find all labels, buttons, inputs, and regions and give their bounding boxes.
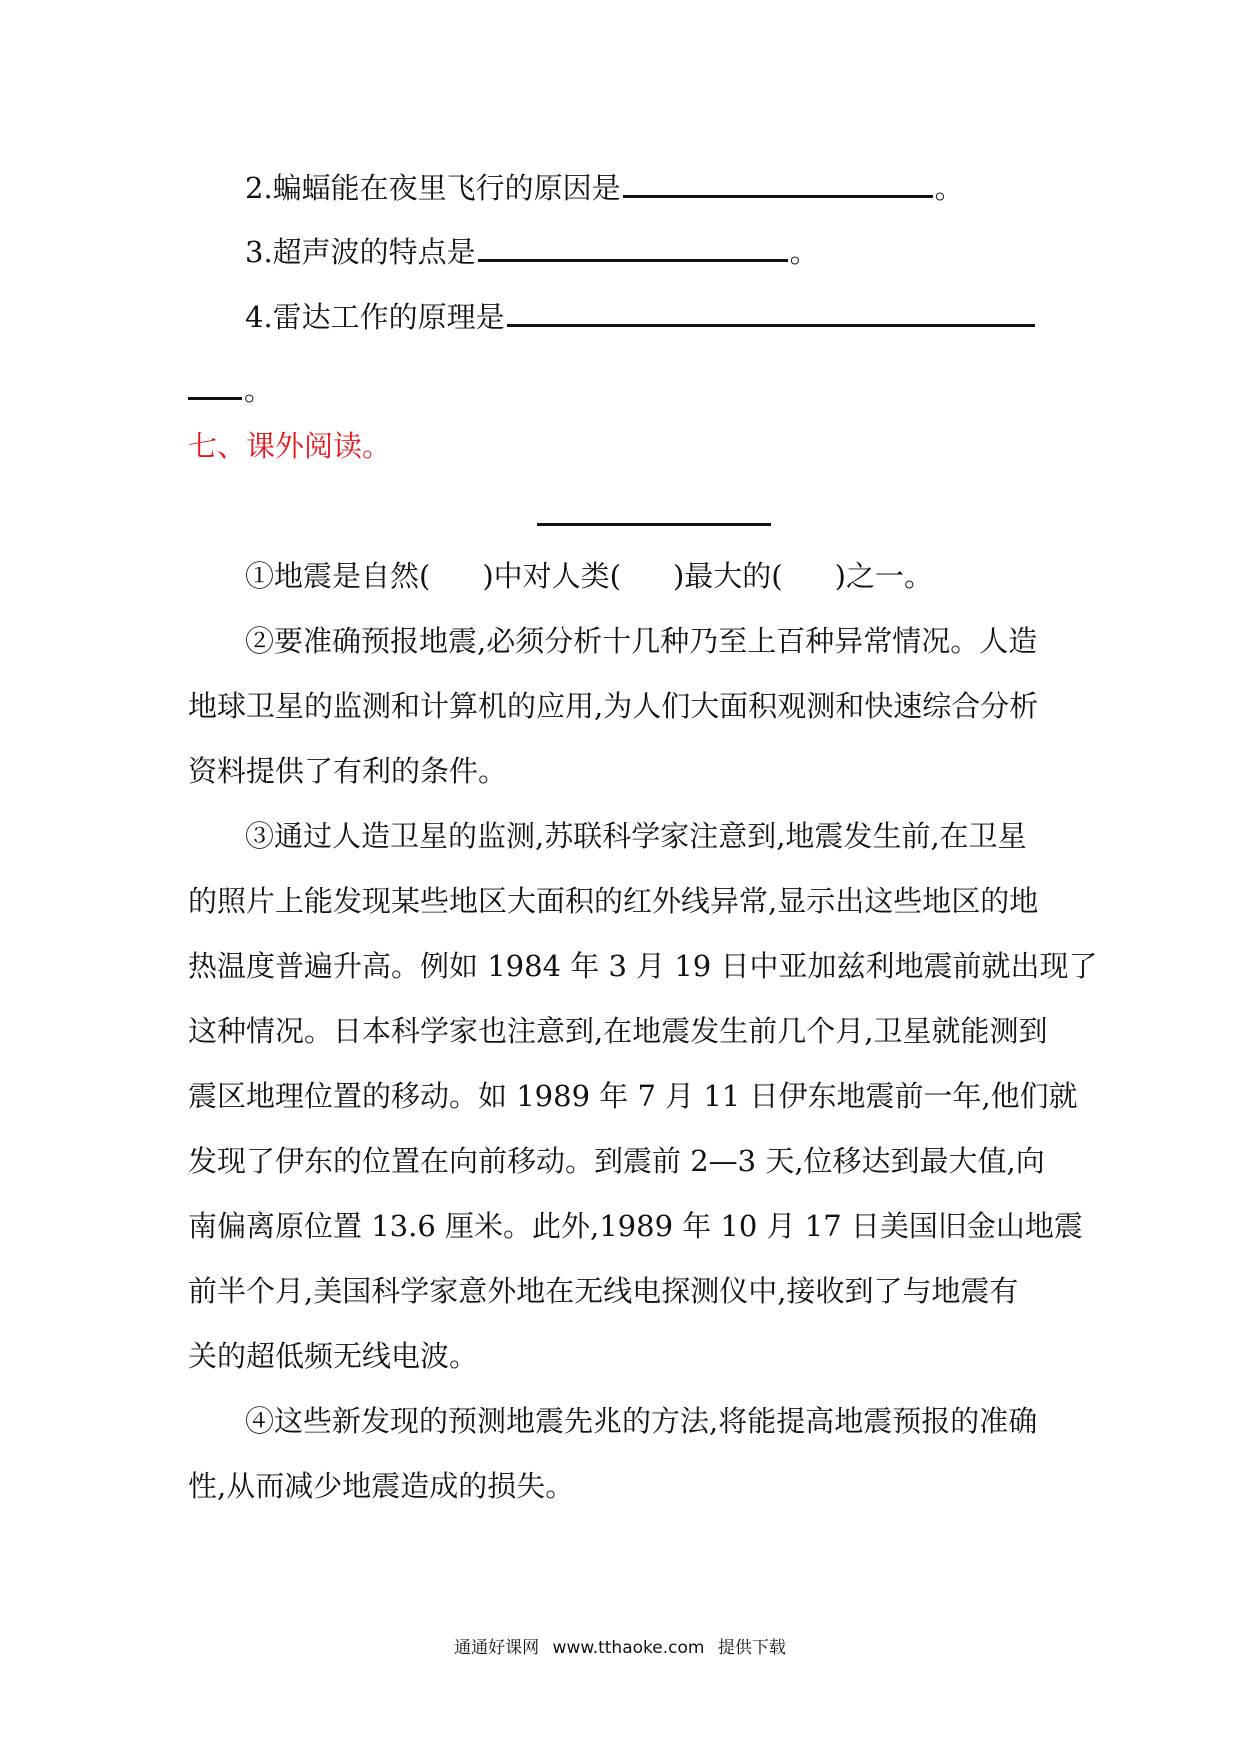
passage-line: 前半个月,美国科学家意外地在无线电探测仪中,接收到了与地震有 [188, 1274, 1019, 1308]
passage-line: 热温度普遍升高。例如 1984 年 3 月 19 日中亚加兹利地震前就出现了 [188, 949, 1098, 983]
question-2-answer-blank[interactable] [623, 165, 933, 198]
question-4-answer-blank[interactable] [507, 294, 1035, 327]
question-4-answer-blank-continued[interactable] [188, 367, 242, 400]
footer-url[interactable]: www.tthaoke.com [552, 1638, 705, 1658]
question-3-answer-blank[interactable] [478, 229, 788, 262]
passage-line: 发现了伊东的位置在向前移动。到震前 2—3 天,位移达到最大值,向 [188, 1144, 1045, 1178]
question-4-end: 。 [244, 373, 274, 407]
question-4 [245, 294, 1037, 337]
question-4-text: 4.雷达工作的原理是 [245, 300, 505, 334]
footer-note: 提供下载 [717, 1638, 786, 1658]
page-footer [0, 1633, 1240, 1658]
passage-line: 性,从而减少地震造成的损失。 [188, 1469, 575, 1503]
paragraph-1-marker: ① [245, 559, 275, 593]
paragraph-1-part2: )中对人类( [482, 559, 621, 593]
passage-title-blank[interactable] [537, 523, 771, 526]
passage-line: ②要准确预报地震,必须分析十几种乃至上百种异常情况。人造 [245, 624, 1038, 658]
question-2 [245, 165, 964, 208]
question-3-end: 。 [789, 235, 819, 269]
paragraph-1-part3: )最大的( [672, 559, 783, 593]
question-2-text: 2.蝙蝠能在夜里飞行的原因是 [245, 171, 621, 205]
passage-line: 地球卫星的监测和计算机的应用,为人们大面积观测和快速综合分析 [188, 689, 1039, 723]
passage-line: 关的超低频无线电波。 [188, 1339, 479, 1373]
question-3-text: 3.超声波的特点是 [245, 235, 476, 269]
passage-line: 南偏离原位置 13.6 厘米。此外,1989 年 10 月 17 日美国旧金山地震 [188, 1209, 1083, 1243]
passage-line: 这种情况。日本科学家也注意到,在地震发生前几个月,卫星就能测到 [188, 1014, 1048, 1048]
passage-paragraph-1 [245, 556, 933, 596]
paragraph-1-part4: )之一。 [834, 559, 933, 593]
paragraph-1-part1: 地震是自然( [274, 559, 431, 593]
passage-line: 资料提供了有利的条件。 [188, 754, 508, 788]
passage-line: ③通过人造卫星的监测,苏联科学家注意到,地震发生前,在卫星 [245, 819, 1027, 853]
question-2-end: 。 [934, 171, 964, 205]
passage-line: 的照片上能发现某些地区大面积的红外线异常,显示出这些地区的地 [188, 884, 1039, 918]
section-7-heading: 七、课外阅读。 [188, 429, 392, 463]
question-4-continuation [188, 367, 273, 410]
question-3 [245, 229, 819, 272]
passage-line: ④这些新发现的预测地震先兆的方法,将能提高地震预报的准确 [245, 1404, 1038, 1438]
passage-line: 震区地理位置的移动。如 1989 年 7 月 11 日伊东地震前一年,他们就 [188, 1079, 1078, 1113]
footer-site-name: 通通好课网 [454, 1638, 540, 1658]
